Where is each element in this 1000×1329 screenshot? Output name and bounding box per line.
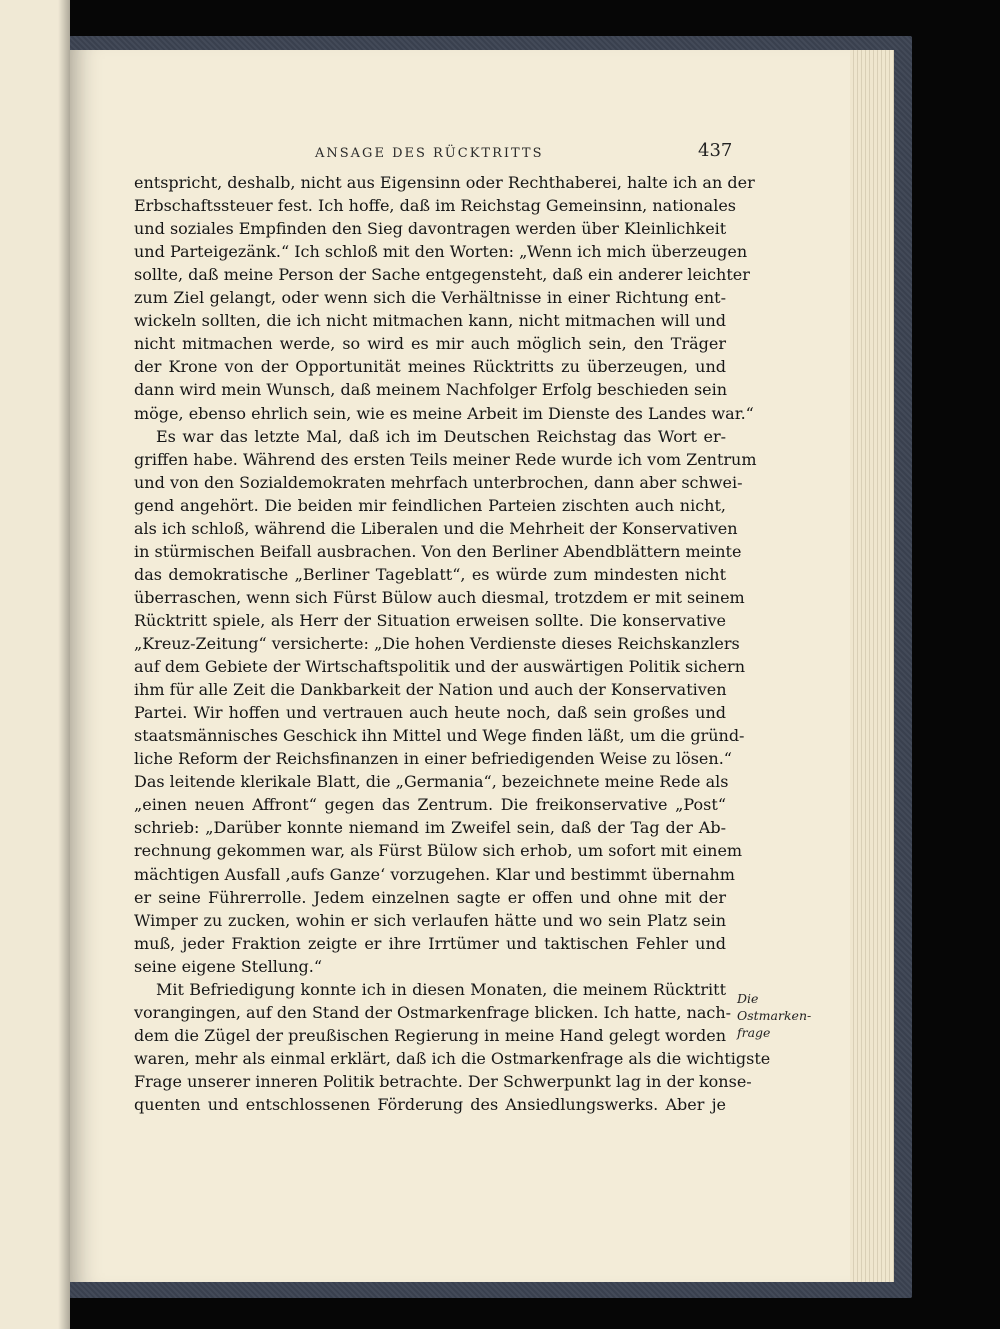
text-line: schrieb: „Darüber konnte niemand im Zweifel sein, daß der Tag der Ab- bbox=[134, 818, 726, 838]
text-line: griffen habe. Während des ersten Teils meiner Rede wurde ich vom Zentrum bbox=[134, 449, 757, 469]
text-line: nicht mitmachen werde, so wird es mir auch möglich sein, den Träger bbox=[134, 334, 726, 354]
text-line: und Parteigezänk.“ Ich schloß mit den Worten: „Wenn ich mich überzeugen bbox=[134, 242, 748, 262]
text-line: möge, ebenso ehrlich sein, wie es meine Arbeit im Dienste des Landes war.“ bbox=[134, 403, 754, 423]
text-line: Frage unserer inneren Politik betrachte. Der Schwerpunkt lag in der konse- bbox=[134, 1071, 752, 1091]
text-line: „einen neuen Affront“ gegen das Zentrum. Die freikonservative „Post“ bbox=[134, 795, 726, 815]
text-line: entspricht, deshalb, nicht aus Eigensinn oder Rechthaberei, halte ich an der bbox=[134, 173, 755, 192]
text-line: dem die Zügel der preußischen Regierung in meine Hand gelegt worden bbox=[134, 1025, 726, 1045]
margin-note bbox=[737, 990, 811, 1041]
running-head: ANSAGE DES RÜCKTRITTS bbox=[315, 146, 544, 161]
page-edges bbox=[846, 50, 894, 1282]
text-line: überraschen, wenn sich Fürst Bülow auch diesmal, trotzdem er mit seinem bbox=[134, 587, 745, 607]
text-line: mächtigen Ausfall ‚aufs Ganze‘ vorzugehen. Klar und bestimmt übernahm bbox=[134, 864, 735, 884]
facing-page-edge bbox=[0, 0, 70, 1329]
text-line: Mit Befriedigung konnte ich in diesen Monaten, die meinem Rücktritt bbox=[156, 979, 726, 999]
text-line: staatsmännisches Geschick ihn Mittel und Wege finden läßt, um die gründ- bbox=[134, 726, 745, 746]
text-line: waren, mehr als einmal erklärt, daß ich die Ostmarkenfrage als die wichtigste bbox=[134, 1048, 771, 1068]
text-line: Wimper zu zucken, wohin er sich verlaufen hätte und wo sein Platz sein bbox=[134, 910, 726, 930]
text-line: muß, jeder Fraktion zeigte er ihre Irrtümer und taktischen Fehler und bbox=[134, 933, 726, 953]
margin-note-line: Ostmarken- bbox=[737, 1008, 812, 1023]
text-line: zum Ziel gelangt, oder wenn sich die Verhältnisse in einer Richtung ent- bbox=[134, 288, 726, 308]
page-number: 437 bbox=[698, 140, 733, 161]
text-line: und von den Sozialdemokraten mehrfach unterbrochen, dann aber schwei- bbox=[134, 472, 743, 492]
text-line: liche Reform der Reichsfinanzen in einer befriedigenden Weise zu lösen.“ bbox=[134, 749, 732, 769]
text-line: gend angehört. Die beiden mir feindlichen Parteien zischten auch nicht, bbox=[134, 495, 726, 515]
text-line: er seine Führerrolle. Jedem einzelnen sagte er offen und ohne mit der bbox=[134, 887, 726, 907]
text-line: ihm für alle Zeit die Dankbarkeit der Nation und auch der Konservativen bbox=[134, 680, 727, 700]
text-line: seine eigene Stellung.“ bbox=[134, 956, 323, 976]
text-line: in stürmischen Beifall ausbrachen. Von den Berliner Abendblättern meinte bbox=[134, 541, 742, 561]
text-line: sollte, daß meine Person der Sache entgegensteht, daß ein anderer leichter bbox=[134, 265, 750, 285]
text-line: wickeln sollten, die ich nicht mitmachen kann, nicht mitmachen will und bbox=[134, 311, 726, 331]
text-line: dann wird mein Wunsch, daß meinem Nachfolger Erfolg beschieden sein bbox=[134, 380, 728, 400]
margin-note-line: frage bbox=[737, 1025, 771, 1040]
text-line: der Krone von der Opportunität meines Rücktritts zu überzeugen, und bbox=[134, 357, 726, 377]
text-line: Es war das letzte Mal, daß ich im Deutschen Reichstag das Wort er- bbox=[156, 426, 726, 446]
text-line: Rücktritt spiele, als Herr der Situation erweisen sollte. Die konservative bbox=[134, 610, 726, 630]
text-line: Erbschaftssteuer fest. Ich hoffe, daß im Reichstag Gemeinsinn, nationales bbox=[134, 196, 737, 216]
text-line: als ich schloß, während die Liberalen und die Mehrheit der Konservativen bbox=[134, 518, 738, 538]
text-line: vorangingen, auf den Stand der Ostmarkenfrage blicken. Ich hatte, nach- bbox=[134, 1002, 732, 1022]
text-line: „Kreuz-Zeitung“ versicherte: „Die hohen Verdienste dieses Reichskanzlers bbox=[134, 634, 740, 653]
text-line: auf dem Gebiete der Wirtschaftspolitik und der auswärtigen Politik sichern bbox=[134, 657, 745, 677]
margin-note-line: Die bbox=[737, 991, 759, 1006]
text-line: quenten und entschlossenen Förderung des Ansiedlungswerks. Aber je bbox=[134, 1095, 726, 1114]
text-line: rechnung gekommen war, als Fürst Bülow sich erhob, um sofort mit einem bbox=[134, 841, 743, 861]
text-line: und soziales Empfinden den Sieg davontragen werden über Kleinlichkeit bbox=[134, 219, 727, 239]
text-line: das demokratische „Berliner Tageblatt“, es würde zum mindesten nicht bbox=[134, 564, 726, 584]
text-line: Das leitende klerikale Blatt, die „Germania“, bezeichnete meine Rede als bbox=[134, 772, 729, 792]
text-line: Partei. Wir hoffen und vertrauen auch heute noch, daß sein großes und bbox=[134, 703, 726, 723]
